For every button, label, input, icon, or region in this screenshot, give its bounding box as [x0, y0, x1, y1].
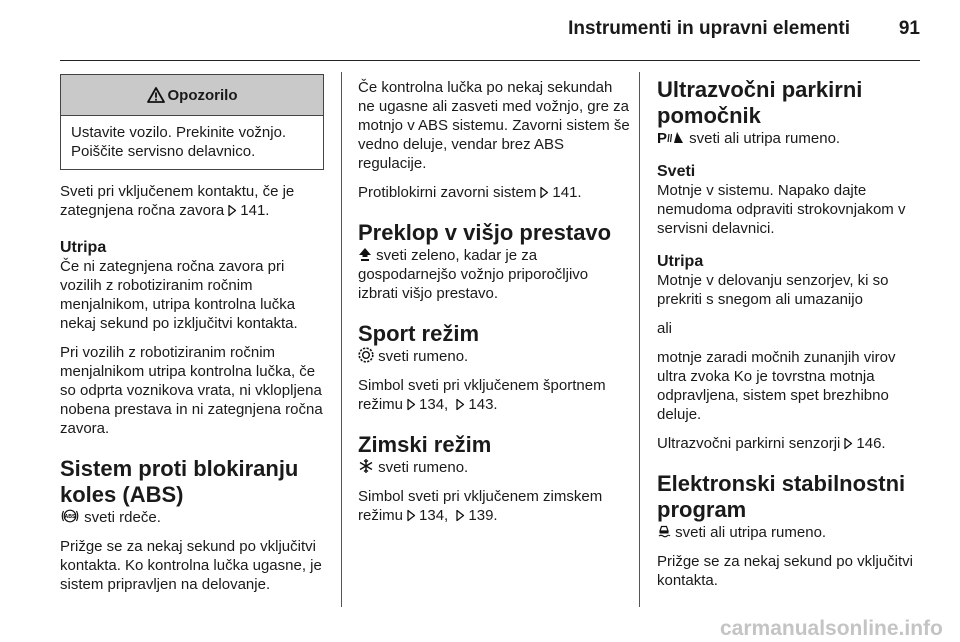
- warning-triangle-icon: [147, 87, 165, 103]
- page-reference: 146.: [856, 435, 886, 452]
- paragraph: [60, 182, 330, 220]
- sport-icon: [358, 347, 374, 363]
- page-number: 91: [898, 18, 920, 39]
- paragraph: Če kontrolna lučka po nekaj sekundah ne ugasne ali zasveti med vožnjo, gre za motnjo v ABS sistemu. Zavorni sistem še vedno deluje, vendar brez ABS regulacije.: [358, 79, 630, 172]
- upshift-icon: [358, 247, 372, 262]
- page-reference: 141.: [552, 184, 582, 201]
- paragraph: [358, 347, 632, 366]
- snowflake-icon: [358, 458, 374, 474]
- paragraph: Prižge se za nekaj sekund po vključitvi kontakta. Ko kontrolna lučka ugasne, je sistem pripravljen na delovanje.: [60, 538, 322, 593]
- page-reference: 143.: [468, 396, 498, 413]
- paragraph: [657, 523, 923, 542]
- column-divider: [639, 72, 640, 607]
- paragraph: Prižge se za nekaj sekund po vključitvi kontakta.: [657, 553, 913, 589]
- abs-icon: [60, 508, 80, 524]
- page-reference: 134,: [419, 396, 449, 413]
- warning-box: [60, 74, 324, 170]
- column-3: [657, 74, 923, 600]
- page-ref-arrow-icon: [226, 204, 238, 217]
- paragraph: [358, 183, 632, 202]
- text: Protiblokirni zavorni sistem: [358, 184, 537, 201]
- text: Ultrazvočni parkirni senzorji: [657, 435, 841, 452]
- page-ref-arrow-icon: [454, 398, 466, 411]
- watermark: carmanualsonline.info: [720, 617, 943, 640]
- esp-icon: [657, 523, 671, 539]
- section-title-upshift: Preklop v višjo prestavo: [358, 220, 612, 245]
- paragraph: [358, 376, 632, 414]
- text: sveti ali utripa rumeno.: [689, 130, 841, 147]
- paragraph: Pri vozilih z robotiziranim ročnim menjalnikom utripa kontrolna lučka, če so odprta voznikova vrata, ni vklopljena nobena prestava in ni zategnjena ročna zavora.: [60, 344, 323, 437]
- section-subtitle: Utripa: [657, 253, 704, 270]
- page-ref-arrow-icon: [405, 509, 417, 522]
- page-ref-arrow-icon: [405, 398, 417, 411]
- paragraph: motnje zaradi močnih zunanjih virov ultra zvoka Ko je tovrstna motnja odpravljena, sistem spet brezhibno deluje.: [657, 349, 896, 423]
- text: sveti ali utripa rumeno.: [675, 524, 827, 541]
- section-subtitle: Sveti: [657, 163, 696, 180]
- warning-title: Opozorilo: [167, 86, 238, 104]
- page-ref-arrow-icon: [454, 509, 466, 522]
- text: Simbol sveti pri vključenem športnem režimu: [358, 377, 606, 413]
- paragraph: [358, 246, 632, 303]
- page-reference: 139.: [468, 507, 498, 524]
- page-ref-arrow-icon: [842, 437, 854, 450]
- text: Sveti pri vključenem kontaktu, če je zategnjena ročna zavora: [60, 183, 295, 219]
- paragraph: [358, 487, 632, 525]
- paragraph: ali: [657, 320, 673, 337]
- section-subtitle: Utripa: [60, 239, 107, 256]
- text: sveti rumeno.: [378, 348, 469, 365]
- column-divider: [341, 72, 342, 607]
- paragraph: Motnje v delovanju senzorjev, ki so prekriti s snegom ali umazanijo: [657, 272, 889, 308]
- paragraph: Če ni zategnjena ročna zavora pri vozilih z robotiziranim ročnim menjalnikom, utripa kontrolna lučka nekaj sekund po izključitvi kontakta.: [60, 258, 298, 332]
- section-title-park: Ultrazvočni parkirni pomočnik: [657, 77, 863, 128]
- paragraph: [60, 508, 330, 527]
- park-assist-icon: [657, 130, 685, 145]
- paragraph: [358, 458, 632, 477]
- text: sveti rumeno.: [378, 459, 469, 476]
- section-title-abs: Sistem proti blokiranju koles (ABS): [60, 456, 299, 507]
- column-1: [60, 74, 330, 604]
- page-reference: 141.: [240, 202, 270, 219]
- page-title: Instrumenti in upravni elementi: [568, 18, 850, 39]
- section-title-esp: Elektronski stabilnostni program: [657, 471, 906, 522]
- page-ref-arrow-icon: [538, 186, 550, 199]
- section-title-sport: Sport režim: [358, 321, 480, 346]
- text: sveti rdeče.: [84, 509, 161, 526]
- warning-header: [61, 75, 323, 116]
- text: Simbol sveti pri vključenem zimskem režimu: [358, 488, 603, 524]
- column-2: [358, 74, 632, 535]
- text: sveti zeleno, kadar je za gospodarnejšo vožnjo priporočljivo izbrati višjo prestavo.: [358, 247, 589, 302]
- warning-text: Ustavite vozilo. Prekinite vožnjo. Poiščite servisno delavnico.: [71, 124, 287, 160]
- page-reference: 134,: [419, 507, 449, 524]
- paragraph: Motnje v sistemu. Napako dajte nemudoma odpraviti strokovnjakom v servisni delavnici.: [657, 182, 906, 237]
- paragraph: [657, 434, 923, 453]
- svg-text:P: P: [657, 130, 668, 145]
- svg-text:ABS: ABS: [64, 514, 76, 520]
- section-title-winter: Zimski režim: [358, 432, 492, 457]
- paragraph: [657, 129, 923, 148]
- header-divider: [60, 60, 920, 61]
